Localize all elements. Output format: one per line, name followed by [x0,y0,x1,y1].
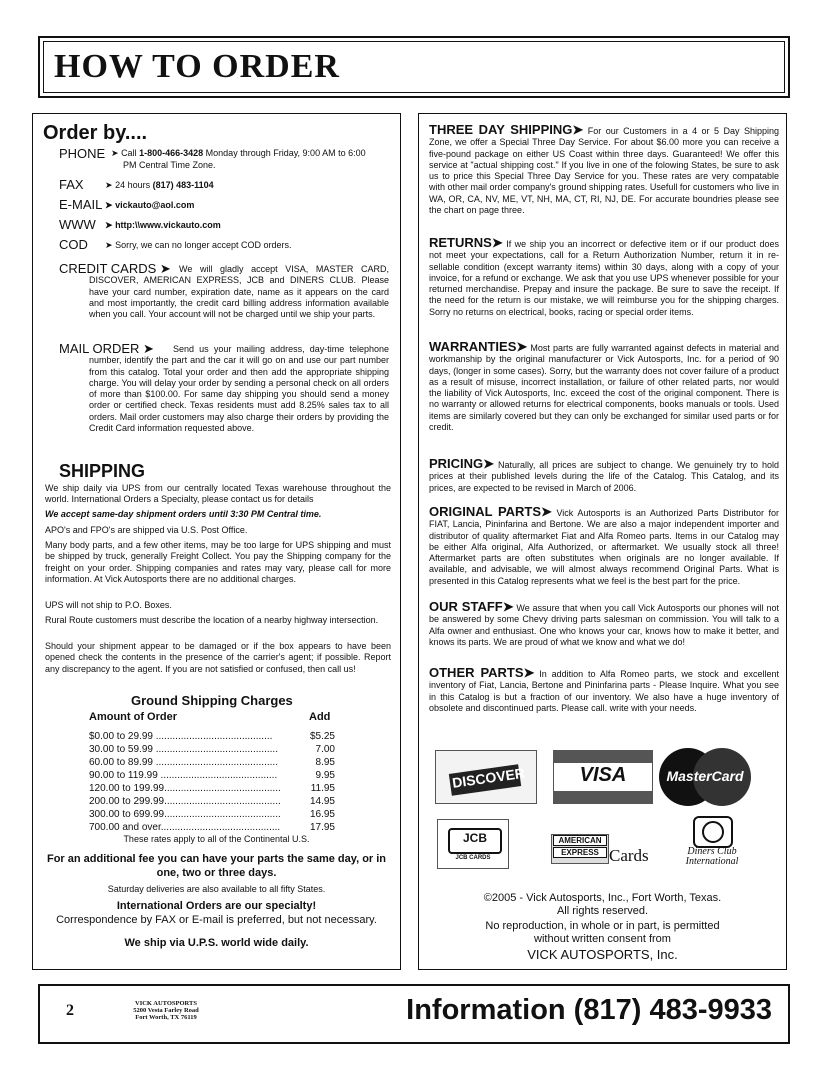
original-parts-section: ORIGINAL PARTS➤ Vick Autosports is an Authorized Parts Distributor for FIAT, Lancia, Pininfarina and Bertone. We are also a major independent importer and distributor of quality aftermarket Fiat and Alfa Romeo parts. Items in our Catalog may be either Alfa original, Alfa Authorized, or aftermarket. We usually stock all three! Aftermarket parts are often substitutes when originals are no longer available. If available, and advisable, we will almost always recommend Original Parts. What is presented in this Catalog represents what we feel is the best part for the price. [429,504,779,586]
row-range: 200.00 to 299.99.......................................... [89,796,281,807]
row-range: 90.00 to 119.99 .......................................... [89,770,278,781]
footer-box [38,984,790,1044]
page-title: HOW TO ORDER [54,48,340,85]
shipping-p6: Rural Route customers must describe the location of a nearby highway intersection. [45,615,379,625]
arrow-icon: ➤ [105,220,113,230]
arrow-icon: ➤ [541,504,552,519]
shipping-p5: UPS will not ship to P.O. Boxes. [45,600,172,610]
ground-shipping-title: Ground Shipping Charges [131,693,293,708]
order-by-title: Order by.... [43,122,148,144]
credit-cards-text: We will gladly accept VISA, MASTER CARD, DISCOVER, AMERICAN EXPRESS, JCB and DINERS CLUB. Please have your card number, expiration date, name as it appears on the card and most importantly, the credit card billing address information available when you call. Your account will not be charged until we ship your parts. [89,264,389,320]
row-range: 30.00 to 59.99 ............................................ [89,744,278,755]
email-line [105,200,194,211]
copyright-line-1: ©2005 - Vick Autosports, Inc., Fort Worth, Texas. [483,892,722,904]
arrow-icon: ➤ [572,122,584,137]
row-add: 8.95 [315,757,335,768]
row-range: 300.00 to 699.99.......................................... [89,809,281,820]
row-add: 11.95 [310,783,335,794]
table-row [89,744,335,757]
shipping-title: SHIPPING [59,461,146,481]
col-amount-header: Amount of Order [89,711,177,723]
arrow-icon: ➤ [105,200,113,210]
right-column [418,113,787,970]
arrow-icon: ➤ [143,341,154,356]
arrow-icon: ➤ [491,235,503,250]
row-range: 700.00 and over........................................... [89,822,281,833]
extra-fee-text: For an additional fee you can have your parts the same day, or in one, two or three days. [46,853,387,879]
rates-note: These rates apply to all of the Continental U.S. [123,834,310,844]
row-add: $5.25 [309,731,335,742]
table-row [89,770,335,783]
arrow-icon: ➤ [111,148,119,158]
copyright-line-5: VICK AUTOSPORTS, Inc. [527,947,678,962]
pricing-section: PRICING➤ Naturally, all prices are subject to change. We genuinely try to hold prices at their published levels during the life of the Catalog. This Catalog, and its prices, are expected to be revised in March of 2006. [429,456,779,493]
shipping-p1: We ship daily via UPS from our centrally located Texas warehouse throughout the world. International Orders a Specialty, please contact us for details [45,483,391,505]
cod-label: COD [59,237,88,252]
row-add: 7.00 [315,744,335,755]
table-row [89,783,335,796]
fax-number: (817) 483-1104 [152,180,214,190]
visa-logo: VISA [553,750,653,804]
shipping-p2: We accept same-day shipment orders until 3:30 PM Central time. [45,509,322,519]
returns-heading: RETURNS [429,235,492,250]
arrow-icon: ➤ [502,599,514,614]
phone-hours: PM Central Time Zone. [123,160,216,170]
arrow-icon: ➤ [523,665,535,680]
table-row [89,731,335,744]
ups-worldwide-text: We ship via U.P.S. world wide daily. [124,937,309,949]
shipping-p3: APO's and FPO's are shipped via U.S. Post Office. [45,525,248,535]
shipping-p7: Should your shipment appear to be damaged or if the box appears to have been opened check the contents in the presence of the carrier's agent; if possible. Report any discrepancy to the agent. If you are not satisfied or confused, then call us! [45,641,391,674]
row-range: $0.00 to 29.99 .......................................... [89,731,273,742]
copyright-line-3: No reproduction, in whole or in part, is permitted [485,920,720,932]
www-value: http:\\www.vickauto.com [115,220,221,230]
arrow-icon: ➤ [516,339,528,354]
discover-logo: DISCOVER [435,750,537,804]
fax-label: FAX [59,177,84,192]
table-row [89,809,335,822]
table-row [89,757,335,770]
amex-logo: AMERICAN EXPRESS Cards [551,816,651,870]
credit-cards-label: CREDIT CARDS ➤ [59,261,171,276]
jcb-logo: JCB JCB CARDS [437,819,509,869]
three-day-section: THREE DAY SHIPPING➤ For our Customers in a 4 or 5 Day Shipping Zone, we offer a Special Three Day Service. For about $6.00 more you can receive a five-pound package on either US Coast within three days. Guaranteed! We offer this service at "actual shipping cost." If you live in one of the folowing States, be sure to ask us to price this Special Three Day Service for you. These rates are very compatable with other mail order company's ground shipping rates. Usefull for customers who live in WA, OR, CA, NV, ME, VT, NH, MA, CT, RI, NJ, DE. For accurate boundries please see the chart on page three. [429,122,779,216]
row-add: 17.95 [309,822,335,833]
row-add: 16.95 [309,809,335,820]
arrow-icon: ➤ [159,261,171,276]
www-line [105,220,221,231]
phone-number: 1-800-466-3428 [139,148,204,158]
arrow-icon: ➤ [105,240,113,250]
our-staff-section: OUR STAFF➤ We assure that when you call Vick Autosports our phones will not be answered by some Chevy driving parts salesman on commission. You will talk to a Alfa owner and enthusiast. One who knows your car, knows how to make it better, and knows its parts. We are proud of what we know and what we do! [429,599,779,647]
returns-section: RETURNS➤ If we ship you an incorrect or defective item or if our product does not meet your expectations, call for a Return Authorization Number, return it in re-sellable condition (except warranty items) within 30 days, along with a copy of your invoice, for a refund or exchange. We ask that you use UPS whenever possible for your returned merchandise. Prepay and insure the package. Be sure to save the receipt. If the need for the return is our mistake, we will reimburse you for the shipping charges. Sorry no returns on electrical, books, racing or special order items. [429,235,779,317]
cod-line: ➤ Sorry, we can no longer accept COD orders. [105,240,292,250]
footer-info-phone: Information (817) 483-9933 [406,994,772,1026]
three-day-heading: THREE DAY SHIPPING [429,122,573,137]
mastercard-logo: MasterCard [659,748,751,806]
email-label: E-MAIL [59,197,103,212]
copyright-line-2: All rights reserved. [556,905,649,917]
phone-label: PHONE [59,146,106,161]
phone-line: ➤ Call 1-800-466-3428 Monday through Friday, 9:00 AM to 6:00 [111,148,366,158]
header-box [38,36,790,98]
fax-line: ➤ 24 hours (817) 483-1104 [105,180,214,190]
our-staff-heading: OUR STAFF [429,599,503,614]
left-column [32,113,401,970]
arrow-icon: ➤ [105,180,113,190]
copyright-line-4: without written consent from [534,933,671,945]
pricing-heading: PRICING [429,456,484,471]
other-parts-heading: OTHER PARTS [429,665,524,680]
table-row [89,796,335,809]
row-add: 9.95 [315,770,335,781]
row-range: 60.00 to 89.99 ............................................ [89,757,278,768]
footer-address: VICK AUTOSPORTS 5200 Vesta Farley Road Fort Worth, TX 76119 [133,1000,199,1021]
correspondence-text: Correspondence by FAX or E-mail is preferred, but not necessary. [56,914,377,926]
intl-orders-text: International Orders are our specialty! [116,900,317,912]
arrow-icon: ➤ [483,456,495,471]
saturday-text: Saturday deliveries are also available to all fifty States. [107,884,326,894]
row-add: 14.95 [309,796,335,807]
email-value: vickauto@aol.com [115,200,195,210]
mail-order-text: Send us your mailing address, day-time telephone number, identify the part and the car it will go on and use our part number from this catalog. Total your order and then add the appropriate shipping charge. You will delay your order by sending a personal check on all orders of more than $100.00. For same day shipping you should send a money order or certified check. Texas residents must add 8.25% sales tax to all orders. Mail order customers may also charge their orders by providing the Credit Card information requested above. [89,344,389,434]
diners-club-logo: Diners Club International [671,814,753,872]
mail-order-label: MAIL ORDER ➤ [59,341,154,356]
row-range: 120.00 to 199.99.......................................... [89,783,281,794]
shipping-p4: Many body parts, and a few other items, may be too large for UPS shipping and must be shipped by truck, generally Freight Collect. You pay the Shipping company for the freight on your order. Shipping companies and rates may vary, please call for more information. At Vick Autosports there are no additional charges. [45,540,391,584]
col-add-header: Add [309,711,331,723]
www-label: WWW [59,217,96,232]
other-parts-section: OTHER PARTS➤ In addition to Alfa Romeo parts, we stock and excellent inventory of Fiat, Lancia, Bertone and Pininfarina parts - Please Inquire. What you see in this Catalog is but a fraction of our inventory. We also have a huge inventory of obsolete and discontinued parts. Please call. write with your needs. [429,665,779,713]
warranties-heading: WARRANTIES [429,339,517,354]
original-parts-heading: ORIGINAL PARTS [429,504,542,519]
warranties-section: WARRANTIES➤ Most parts are fully warranted against defects in material and workmanship by the original manufacturer or Vick Autosports, Inc. for a period of 90 days, (longer in some cases). Sorry, but the warranty does not cover failure of a product as a result of misuse, incorrect installation, or failure of other related parts, nor would the liability of Vick Autosports, Inc. exceed the cost of the original component. There is no warranty or allowed returns for electrical components, books manuals or tools. Used items are similarly covered but they can only be exchanged for similar used parts or for credit. [429,339,779,433]
page-number: 2 [66,1002,74,1019]
